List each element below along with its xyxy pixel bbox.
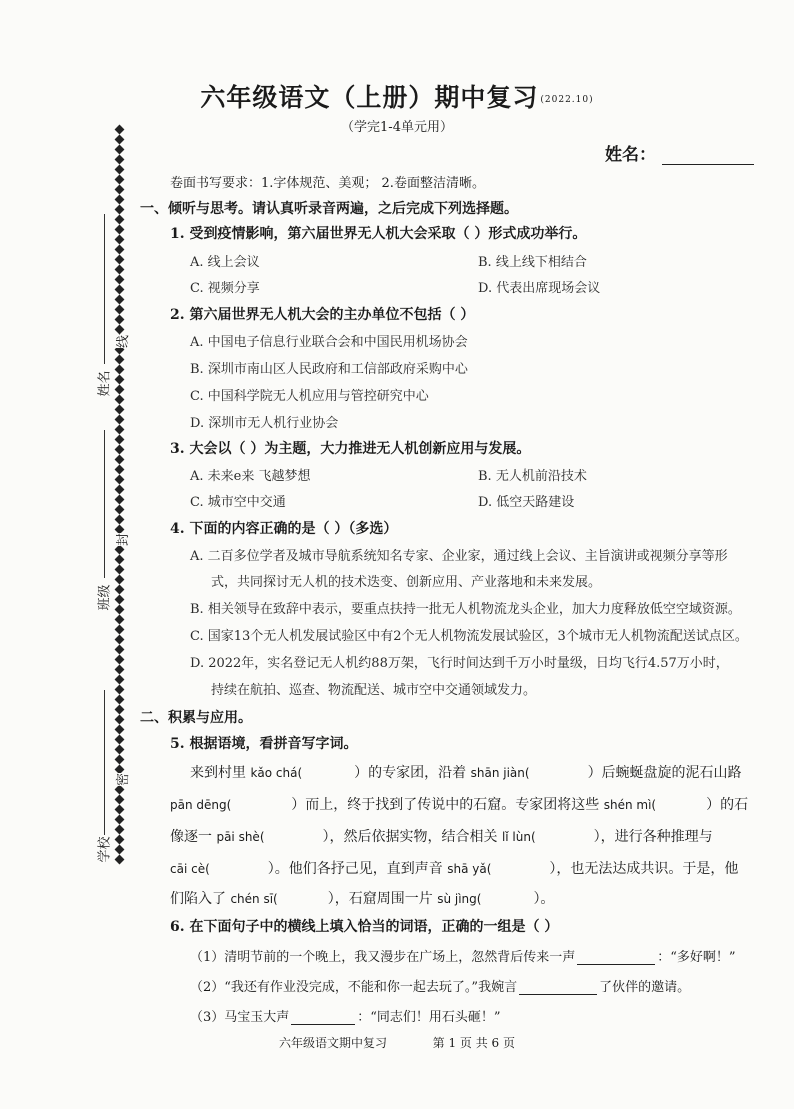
diamond-mark: [115, 555, 125, 565]
diamond-mark: [115, 245, 125, 255]
q3-option-a[interactable]: A. 未来e来 飞越梦想: [190, 469, 311, 484]
diamond-mark: [115, 145, 125, 155]
margin-school-line: [104, 690, 105, 835]
diamond-mark: [115, 355, 125, 365]
diamond-mark: [115, 735, 125, 745]
diamond-mark: [115, 265, 125, 275]
diamond-mark: [115, 365, 125, 375]
diamond-mark: [115, 845, 125, 855]
page-title: 六年级语文（上册）期中复习 (2022.10): [200, 83, 594, 112]
diamond-mark: [115, 425, 125, 435]
diamond-mark: [115, 515, 125, 525]
diamond-mark: [115, 385, 125, 395]
diamond-mark: [115, 805, 125, 815]
diamond-mark: [115, 645, 125, 655]
exam-date: (2022.10): [540, 94, 594, 105]
diamond-mark: [115, 755, 125, 765]
diamond-mark: [115, 165, 125, 175]
page-subtitle: （学完1-4单元用）: [341, 120, 453, 135]
q2-stem: 2. 第六届世界无人机大会的主办单位不包括（ ）: [170, 307, 475, 323]
diamond-mark: [115, 615, 125, 625]
q4-option-d-line1[interactable]: D. 2022年，实名登记无人机约88万架，飞行时间达到千万小时量级，日均飞行4.57万小时，: [190, 656, 729, 671]
margin-class-line: [104, 430, 105, 578]
diamond-mark: [115, 485, 125, 495]
diamond-mark: [115, 455, 125, 465]
diamond-mark: [115, 505, 125, 515]
pinyin-shenmi: shén mì(: [603, 798, 657, 812]
q4-stem: 4. 下面的内容正确的是（ ）（多选）: [170, 521, 398, 537]
diamond-mark: [115, 175, 125, 185]
diamond-mark: [115, 465, 125, 475]
diamond-mark: [115, 295, 125, 305]
diamond-mark: [115, 795, 125, 805]
margin-class-label: 班级: [97, 584, 113, 611]
diamond-mark: [115, 575, 125, 585]
diamond-mark: [115, 635, 125, 645]
diamond-mark: [115, 205, 125, 215]
q2-option-b[interactable]: B. 深圳市南山区人民政府和工信部政府采购中心: [190, 362, 468, 377]
q1-option-c[interactable]: C. 视频分享: [190, 281, 260, 296]
q5-line-4: cāi cè( ）。他们各抒己见，直到声音 shā yǎ( ），也无法达成共识。于是，他: [170, 861, 739, 877]
q3-stem: 3. 大会以（ ）为主题，大力推进无人机创新应用与发展。: [170, 441, 531, 457]
q6-stem: 6. 在下面句子中的横线上填入恰当的词语，正确的一组是（ ）: [170, 919, 559, 935]
page-number: 第 1 页 共 6 页: [432, 1036, 515, 1050]
q1-option-d[interactable]: D. 代表出席现场会议: [478, 281, 601, 296]
diamond-mark: [115, 275, 125, 285]
q6-blank-3[interactable]: [291, 1011, 355, 1025]
section-1-heading: 一、倾听与思考。请认真听录音两遍，之后完成下列选择题。: [140, 201, 518, 217]
q4-option-a-line1[interactable]: A. 二百多位学者及城市导航系统知名专家、企业家，通过线上会议、主旨演讲或视频分享等形: [190, 549, 728, 564]
q4-option-c[interactable]: C. 国家13个无人机发展试验区中有2个无人机物流发展试验区，3个城市无人机物流配送试点区。: [190, 629, 748, 644]
pinyin-kaocha: kǎo chá(: [250, 766, 303, 780]
margin-name-line: [104, 214, 105, 364]
diamond-mark: [115, 215, 125, 225]
q5-stem: 5. 根据语境，看拼音写字词。: [170, 736, 358, 752]
margin-school-label: 学校: [97, 836, 113, 863]
diamond-mark: [115, 405, 125, 415]
diamond-mark: [115, 325, 125, 335]
diamond-mark: [115, 855, 125, 865]
diamond-mark: [115, 675, 125, 685]
diamond-mark: [115, 255, 125, 265]
diamond-mark: [115, 415, 125, 425]
name-blank[interactable]: [662, 148, 754, 165]
binding-diamond-border: [114, 124, 126, 1000]
page-footer: [0, 1034, 794, 1051]
pinyin-shaya: shā yǎ(: [447, 862, 492, 876]
diamond-mark: [115, 155, 125, 165]
section-2-heading: 二、积累与应用。: [140, 710, 252, 726]
diamond-mark: [115, 565, 125, 575]
diamond-mark: [115, 135, 125, 145]
footer-text: 六年级语文期中复习: [278, 1036, 387, 1050]
diamond-mark: [115, 315, 125, 325]
q6-blank-1[interactable]: [577, 951, 655, 965]
q6-sentence-2: （2）“我还有作业没完成，不能和你一起去玩了。”我婉言 了伙伴的邀请。: [190, 980, 691, 995]
diamond-mark: [115, 235, 125, 245]
q5-line-1: 来到村里 kǎo chá( ）的专家团，沿着 shān jiàn( ）后蜿蜒盘旋的泥石山路: [190, 765, 742, 781]
q3-option-d[interactable]: D. 低空天路建设: [478, 495, 575, 510]
diamond-mark: [115, 445, 125, 455]
diamond-mark: [115, 695, 125, 705]
diamond-mark: [115, 685, 125, 695]
q2-option-d[interactable]: D. 深圳市无人机行业协会: [190, 416, 339, 431]
q6-sentence-1: （1）清明节前的一个晚上，我又漫步在广场上，忽然背后传来一声 ：“多好啊！”: [190, 950, 736, 965]
q5-line-3: 像逐一 pāi shè( ），然后依据实物，结合相关 lǐ lùn( ），进行各种推理与: [170, 829, 713, 845]
q4-option-b[interactable]: B. 相关领导在致辞中表示，要重点扶持一批无人机物流龙头企业，加大力度释放低空空域资源。: [190, 602, 741, 617]
diamond-mark: [115, 715, 125, 725]
diamond-mark: [115, 725, 125, 735]
diamond-mark: [115, 825, 125, 835]
pinyin-caice: cāi cè(: [170, 862, 210, 876]
q6-blank-2[interactable]: [519, 981, 597, 995]
margin-secret-char: 密: [112, 773, 131, 786]
diamond-mark: [115, 495, 125, 505]
diamond-mark: [115, 305, 125, 315]
q5-line-5: 们陷入了 chén sī( ），石窟周围一片 sù jìng( ）。: [170, 891, 555, 907]
name-field: 姓名：: [605, 140, 754, 165]
q2-option-c[interactable]: C. 中国科学院无人机应用与管控研究中心: [190, 389, 429, 404]
q5-line-2: pān dēng( ）而上，终于找到了传说中的石窟。专家团将这些 shén mì( ）的石: [170, 797, 749, 813]
writing-instructions: 卷面书写要求：1.字体规范、美观； 2.卷面整洁清晰。: [170, 176, 485, 191]
diamond-mark: [115, 785, 125, 795]
diamond-mark: [115, 745, 125, 755]
diamond-mark: [115, 285, 125, 295]
diamond-mark: [115, 835, 125, 845]
diamond-mark: [115, 435, 125, 445]
diamond-mark: [115, 225, 125, 235]
q1-option-a[interactable]: A. 线上会议: [190, 255, 260, 270]
diamond-mark: [115, 595, 125, 605]
diamond-mark: [115, 395, 125, 405]
diamond-mark: [115, 705, 125, 715]
q1-option-b[interactable]: B. 线上线下相结合: [478, 255, 587, 270]
pinyin-pandeng: pān dēng(: [170, 798, 232, 812]
pinyin-shanjian: shān jiàn(: [470, 766, 530, 780]
q3-option-c[interactable]: C. 城市空中交通: [190, 495, 286, 510]
diamond-mark: [115, 585, 125, 595]
pinyin-chensi: chén sī(: [230, 892, 278, 906]
q6-sentence-3: （3）马宝玉大声 ：“同志们！用石头砸！”: [190, 1010, 501, 1025]
diamond-mark: [115, 185, 125, 195]
margin-name-label: 姓名: [97, 370, 113, 397]
q1-stem: 1. 受到疫情影响，第六届世界无人机大会采取（ ）形式成功举行。: [170, 226, 587, 242]
pinyin-lilun: lǐ lùn(: [501, 830, 536, 844]
diamond-mark: [115, 605, 125, 615]
margin-seal-char: 封: [112, 533, 131, 546]
diamond-mark: [115, 375, 125, 385]
pinyin-sujing: sù jìng(: [437, 892, 482, 906]
q4-option-a-line2: 式，共同探讨无人机的技术迭变、创新应用、产业落地和未来发展。: [211, 575, 602, 590]
q3-option-b[interactable]: B. 无人机前沿技术: [478, 469, 587, 484]
diamond-mark: [115, 815, 125, 825]
diamond-mark: [115, 195, 125, 205]
diamond-mark: [115, 545, 125, 555]
diamond-mark: [115, 655, 125, 665]
q4-option-d-line2: 持续在航拍、巡查、物流配送、城市空中交通领域发力。: [211, 683, 537, 698]
diamond-mark: [115, 665, 125, 675]
q2-option-a[interactable]: A. 中国电子信息行业联合会和中国民用机场协会: [190, 335, 468, 350]
diamond-mark: [115, 625, 125, 635]
margin-line-char: 线: [112, 335, 131, 348]
pinyin-paishe: pāi shè(: [216, 830, 265, 844]
diamond-mark: [115, 475, 125, 485]
